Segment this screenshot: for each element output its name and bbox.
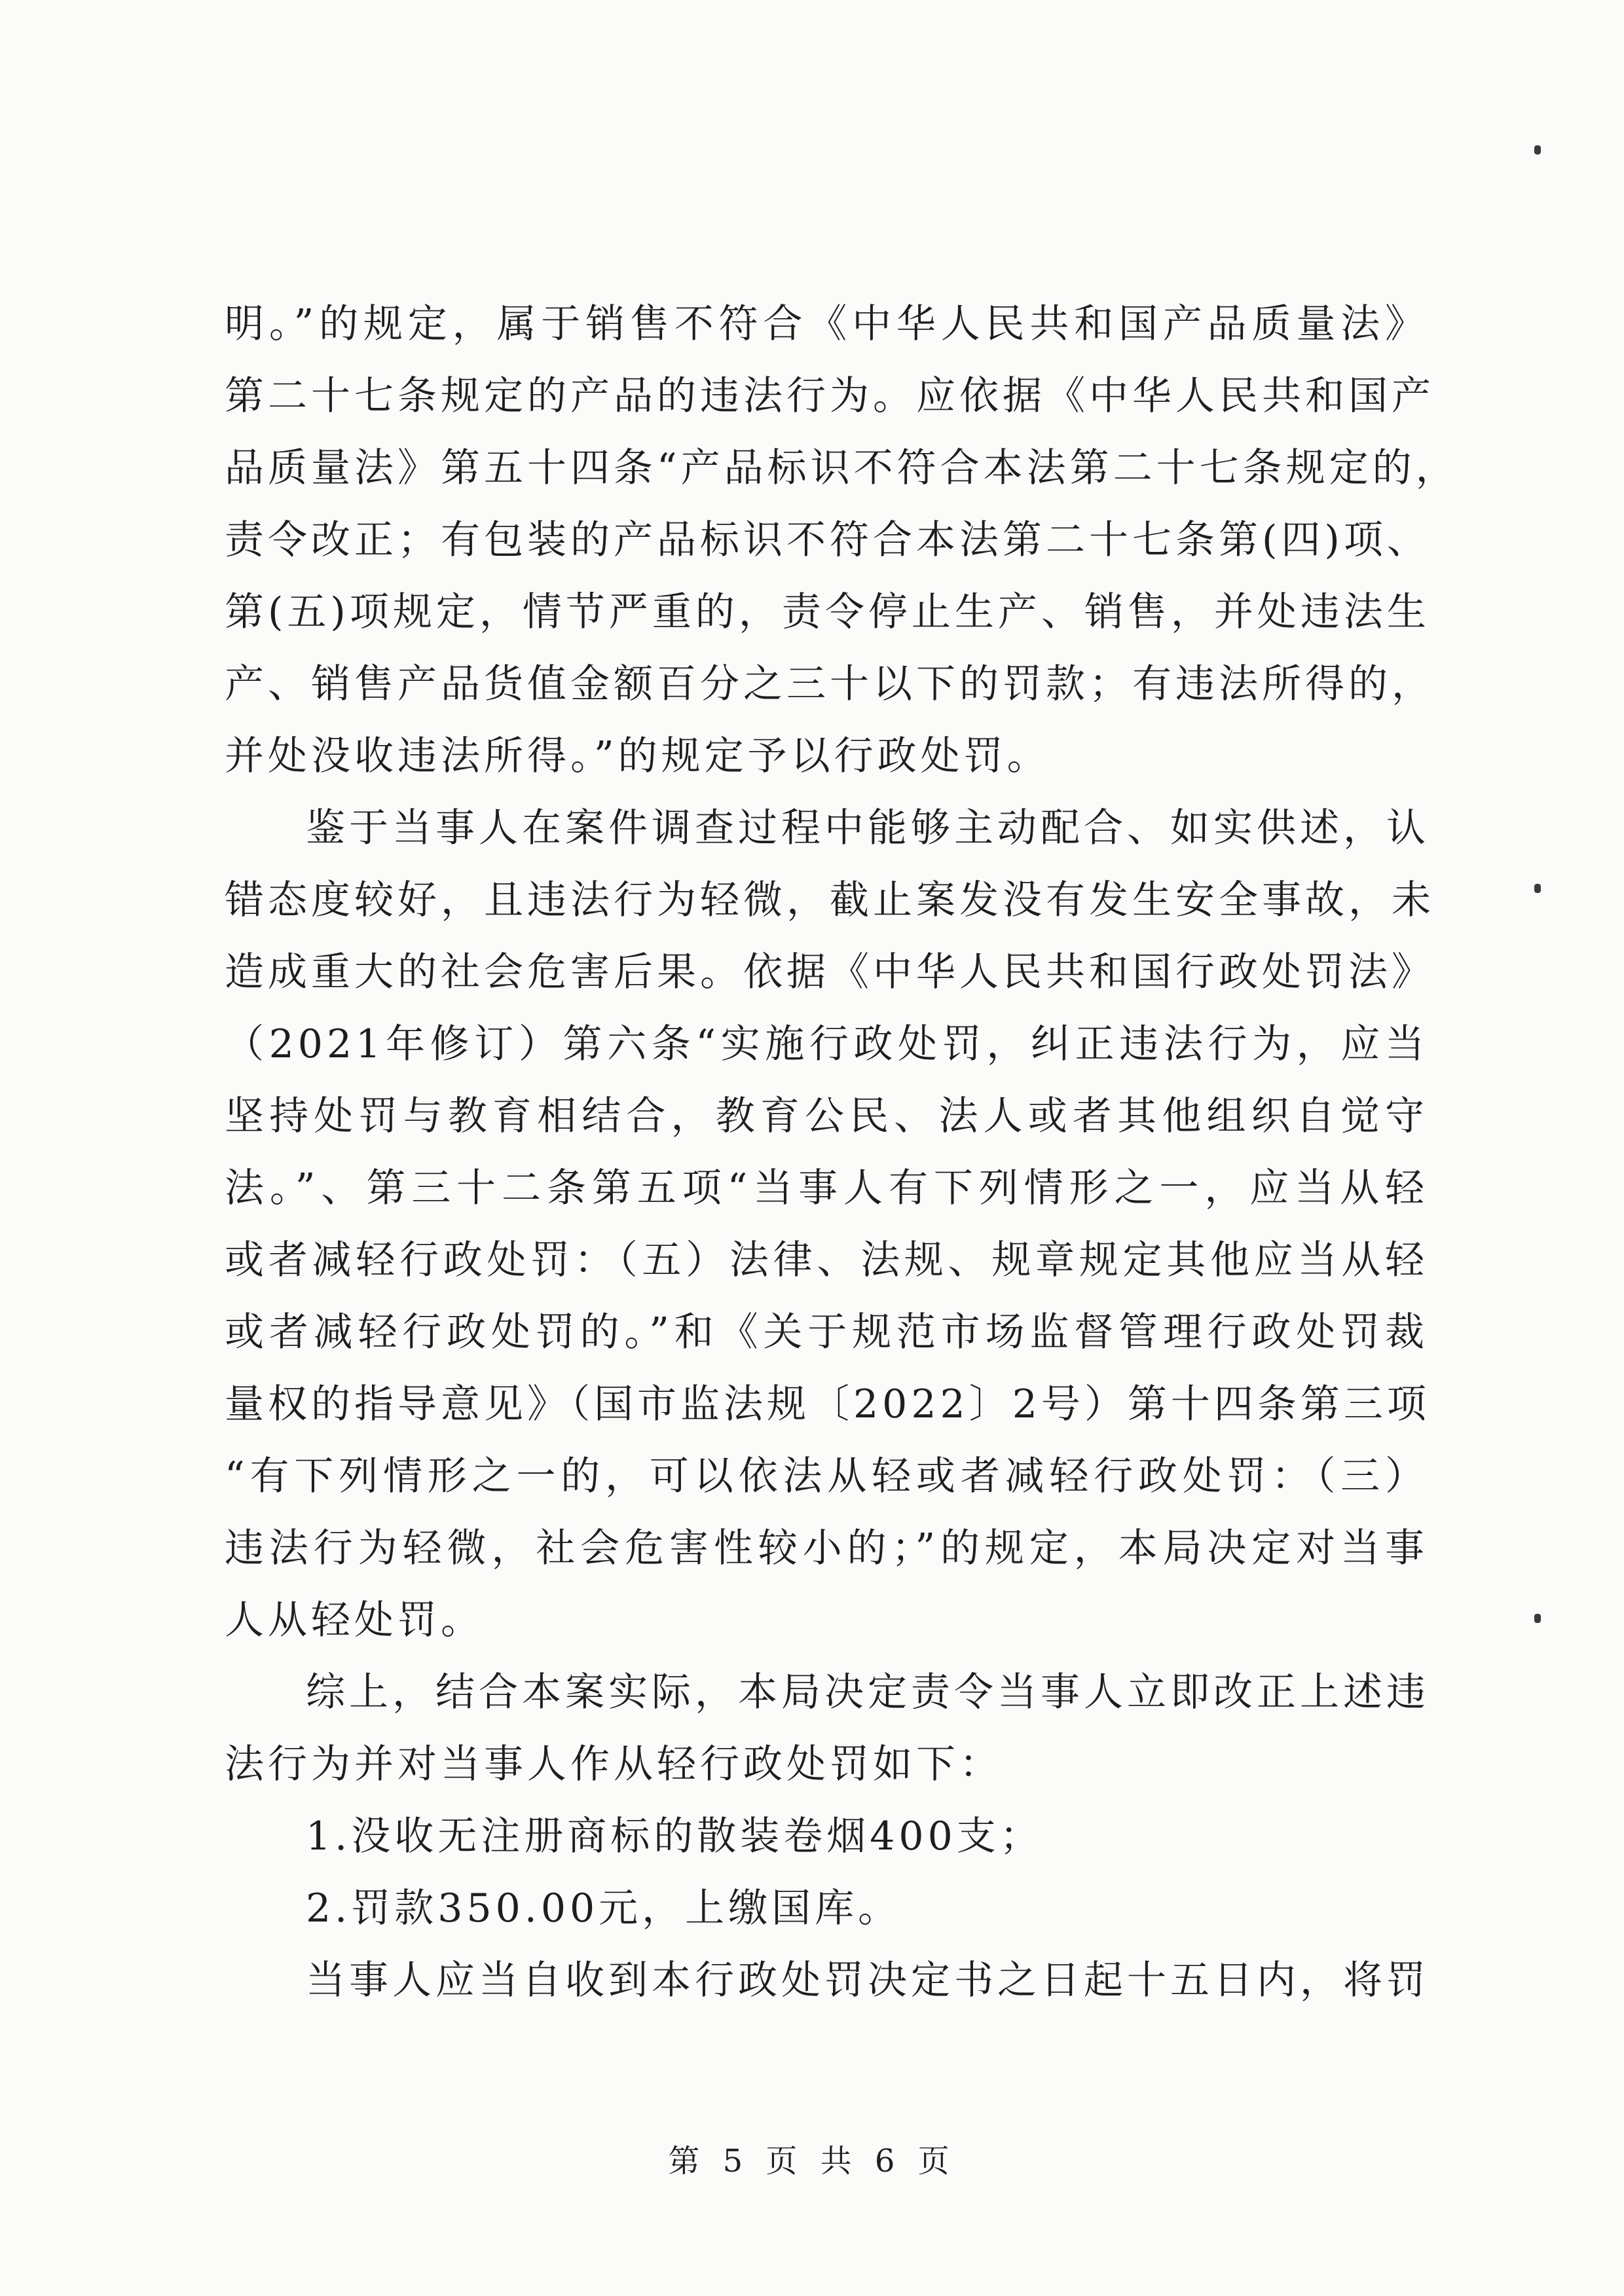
text-line: 产、销售产品货值金额百分之三十以下的罚款；有违法所得的， xyxy=(225,661,1435,707)
text-line: 造成重大的社会危害后果。依据《中华人民共和国行政处罚法》 xyxy=(225,949,1435,995)
text-line: 量权的指导意见》（国市监法规〔2022〕2号）第十四条第三项 xyxy=(225,1381,1430,1427)
paragraph-start-line: 当事人应当自收到本行政处罚决定书之日起十五日内，将罚 xyxy=(306,1958,1430,2003)
text-line: 并处没收违法所得。”的规定予以行政处罚。 xyxy=(225,733,1050,779)
text-line: 或者减轻行政处罚的。”和《关于规范市场监督管理行政处罚裁 xyxy=(225,1309,1428,1355)
text-line: 法。”、第三十二条第五项“当事人有下列情形之一，应当从轻 xyxy=(225,1165,1428,1211)
penalty-item-1: 1.没收无注册商标的散装卷烟400支； xyxy=(306,1813,1043,1859)
text-line: 明。”的规定，属于销售不符合《中华人民共和国产品质量法》 xyxy=(225,301,1428,347)
text-line: （2021年修订）第六条“实施行政处罚，纠正违法行为，应当 xyxy=(225,1021,1428,1067)
text-line: 第(五)项规定，情节严重的，责令停止生产、销售，并处违法生 xyxy=(225,589,1430,635)
binding-hole-mark-bottom xyxy=(1534,1614,1541,1623)
text-line: 法行为并对当事人作从轻行政处罚如下： xyxy=(225,1741,1003,1787)
text-line: 错态度较好，且违法行为轻微，截止案发没有发生安全事故，未 xyxy=(225,877,1435,923)
text-line: 第二十七条规定的产品的违法行为。应依据《中华人民共和国产 xyxy=(225,373,1435,419)
text-line: “有下列情形之一的，可以依法从轻或者减轻行政处罚：（三） xyxy=(225,1453,1428,1499)
binding-hole-mark-top xyxy=(1534,145,1541,155)
text-line: 坚持处罚与教育相结合，教育公民、法人或者其他组织自觉守 xyxy=(225,1093,1428,1139)
document-body xyxy=(225,288,1459,2016)
penalty-item-2: 2.罚款350.00元，上缴国库。 xyxy=(306,1886,902,1931)
text-line: 人从轻处罚。 xyxy=(225,1597,484,1643)
binding-hole-mark-middle xyxy=(1534,884,1541,893)
page-number-footer: 第 5 页 共 6 页 xyxy=(668,2143,956,2179)
paragraph-start-line: 综上，结合本案实际，本局决定责令当事人立即改正上述违 xyxy=(306,1669,1430,1715)
text-line: 责令改正；有包装的产品标识不符合本法第二十七条第(四)项、 xyxy=(225,517,1430,563)
text-line: 违法行为轻微，社会危害性较小的；”的规定，本局决定对当事 xyxy=(225,1525,1428,1571)
text-line: 或者减轻行政处罚：（五）法律、法规、规章规定其他应当从轻 xyxy=(225,1237,1428,1283)
text-line: 品质量法》第五十四条“产品标识不符合本法第二十七条规定的， xyxy=(225,445,1459,491)
paragraph-start-line: 鉴于当事人在案件调查过程中能够主动配合、如实供述，认 xyxy=(306,805,1430,851)
